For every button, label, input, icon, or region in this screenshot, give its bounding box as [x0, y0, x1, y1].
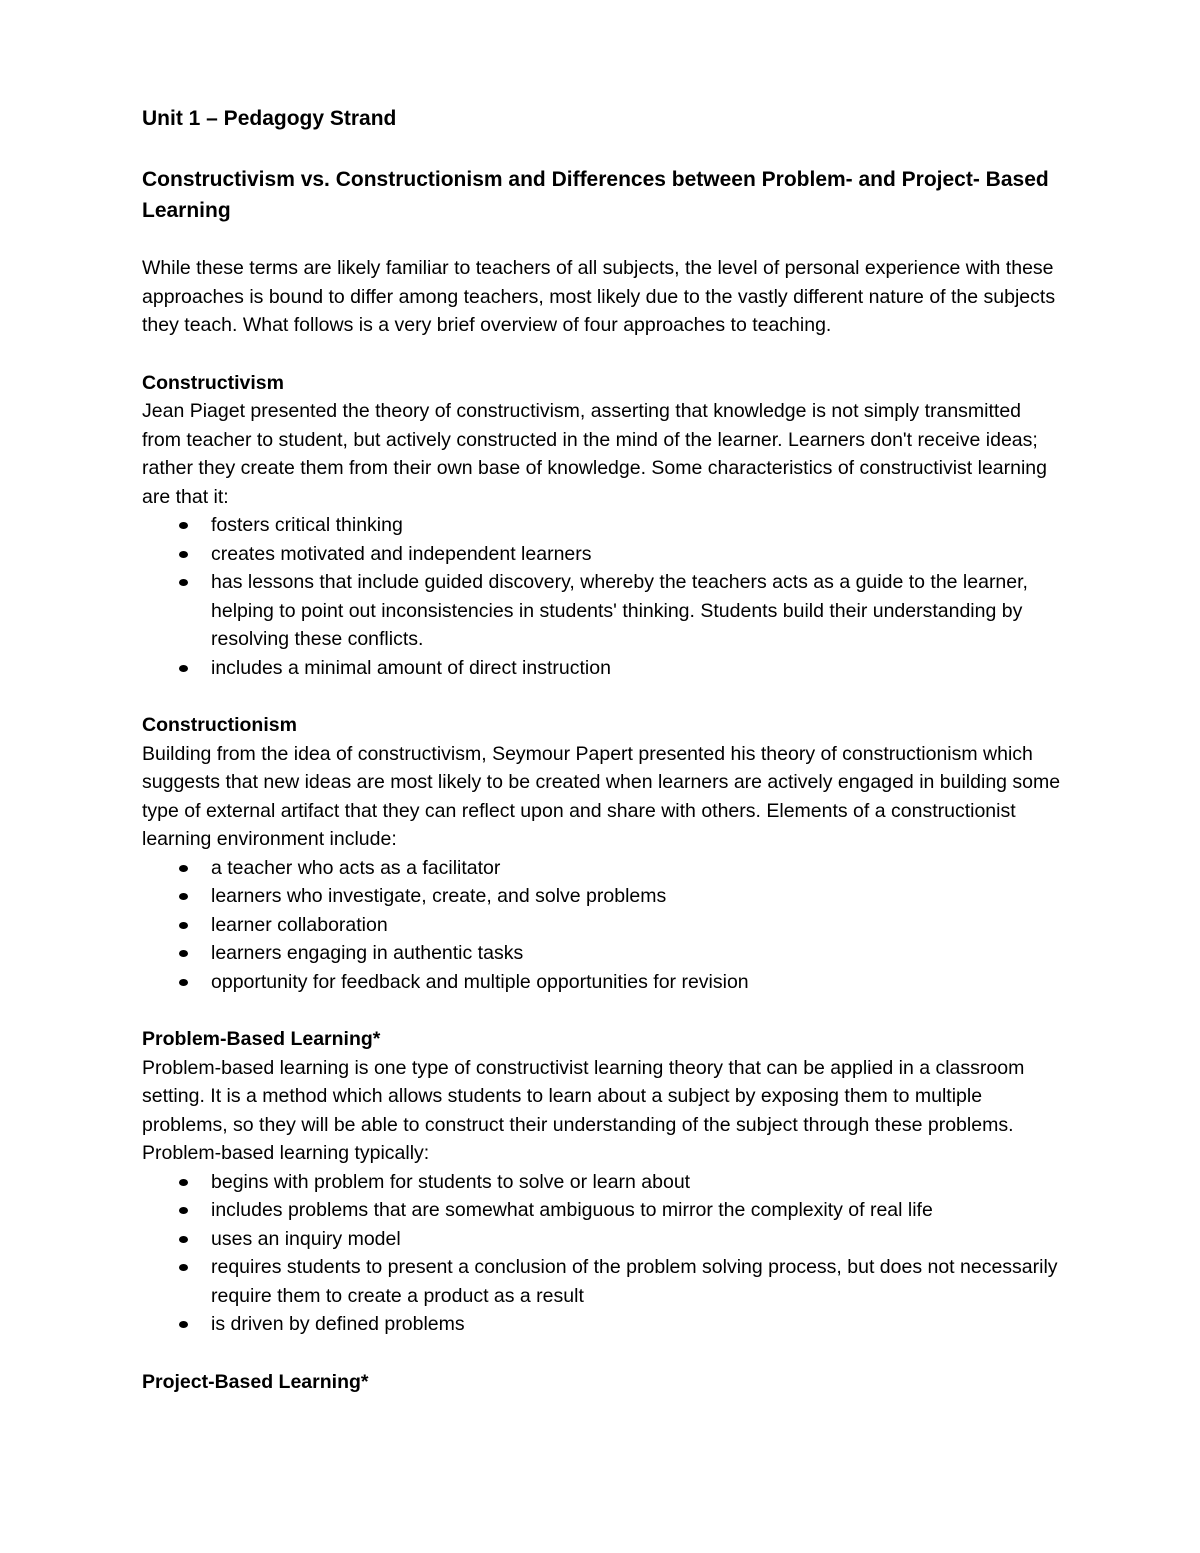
list-item-text: is driven by defined problems [211, 1313, 465, 1335]
list-item [142, 911, 1062, 940]
section-heading: Constructivism [142, 371, 284, 394]
bullet-icon [179, 579, 188, 586]
bullet-icon [179, 922, 188, 929]
bullet-icon [179, 665, 188, 672]
list-item-text: opportunity for feedback and multiple opportunities for revision [211, 970, 749, 993]
section-body: Problem-based learning is one type of constructivist learning theory that can be applied in a classroom setting. It is a method which allows students to learn about a subject by exposing them to multiple problems, so they will be able to construct their understanding of the subject through these problems. Problem-based learning typically: [142, 1056, 1025, 1164]
bullet-icon [179, 950, 188, 957]
bullet-list [142, 854, 1062, 997]
list-item [142, 1310, 1062, 1339]
bullet-icon [179, 522, 188, 529]
section-body: Jean Piaget presented the theory of constructivism, asserting that knowledge is not simply transmitted from teacher to student, but actively constructed in the mind of the learner. Learners don't receive ideas; rather they create them from their own base of knowledge. Some characteristics of constructivist learning are that it: [142, 400, 1047, 508]
list-item-text: requires students to present a conclusion of the problem solving process, but does not necessarily require them to create a product as a result [211, 1256, 1058, 1307]
unit-title: Unit 1 – Pedagogy Strand [142, 107, 397, 130]
list-item-text: learner collaboration [211, 913, 388, 936]
bullet-icon [179, 979, 188, 986]
list-item [142, 568, 1062, 654]
section-constructionism [142, 711, 1062, 996]
bullet-icon [179, 1207, 188, 1214]
list-item [142, 939, 1062, 968]
section-problem-based-learning [142, 1025, 1062, 1339]
section-project-based-learning [142, 1368, 1062, 1397]
intro-paragraph: While these terms are likely familiar to teachers of all subjects, the level of personal experience with these approaches is bound to differ among teachers, most likely due to the vastly different nature of the subjects they teach. What follows is a very brief overview of four approaches to teaching. [142, 257, 1056, 336]
list-item [142, 882, 1062, 911]
bullet-icon [179, 865, 188, 872]
bullet-icon [179, 551, 188, 558]
section-heading: Project-Based Learning* [142, 1370, 369, 1393]
list-item-text: a teacher who acts as a facilitator [211, 856, 501, 879]
section-heading: Problem-Based Learning* [142, 1028, 381, 1050]
section-heading: Constructionism [142, 714, 297, 736]
list-item-text: fosters critical thinking [211, 514, 403, 536]
list-item-text: begins with problem for students to solve or learn about [211, 1170, 691, 1193]
list-item [142, 540, 1062, 569]
document-title: Constructivism vs. Constructionism and Differences between Problem- and Project- Based Learning [142, 168, 1049, 222]
list-item-text: includes a minimal amount of direct instruction [211, 656, 611, 679]
list-item-text: learners engaging in authentic tasks [211, 942, 524, 964]
bullet-list [142, 511, 1062, 682]
list-item [142, 654, 1062, 683]
document-page [142, 104, 1062, 1396]
bullet-icon [179, 1264, 188, 1271]
list-item [142, 1196, 1062, 1225]
bullet-icon [179, 1236, 188, 1243]
section-body: Building from the idea of constructivism, Seymour Papert presented his theory of constructionism which suggests that new ideas are most likely to be created when learners are actively engaged in building some type of external artifact that they can reflect upon and share with others. Elements of a constructionist learning environment include: [142, 742, 1061, 850]
list-item [142, 854, 1062, 883]
list-item-text: creates motivated and independent learners [211, 542, 592, 565]
list-item-text: uses an inquiry model [211, 1227, 401, 1250]
list-item [142, 1168, 1062, 1197]
list-item-text: learners who investigate, create, and solve problems [211, 885, 667, 907]
list-item [142, 1253, 1062, 1310]
list-item-text: has lessons that include guided discovery, whereby the teachers acts as a guide to the learner, helping to point out inconsistencies in students' thinking. Students build their understanding by resolving these conflicts. [211, 571, 1028, 650]
section-constructivism [142, 369, 1062, 683]
bullet-icon [179, 1179, 188, 1186]
bullet-icon [179, 893, 188, 900]
bullet-icon [179, 1321, 188, 1328]
list-item-text: includes problems that are somewhat ambiguous to mirror the complexity of real life [211, 1199, 933, 1221]
list-item [142, 1225, 1062, 1254]
list-item [142, 511, 1062, 540]
bullet-list [142, 1168, 1062, 1339]
list-item [142, 968, 1062, 997]
